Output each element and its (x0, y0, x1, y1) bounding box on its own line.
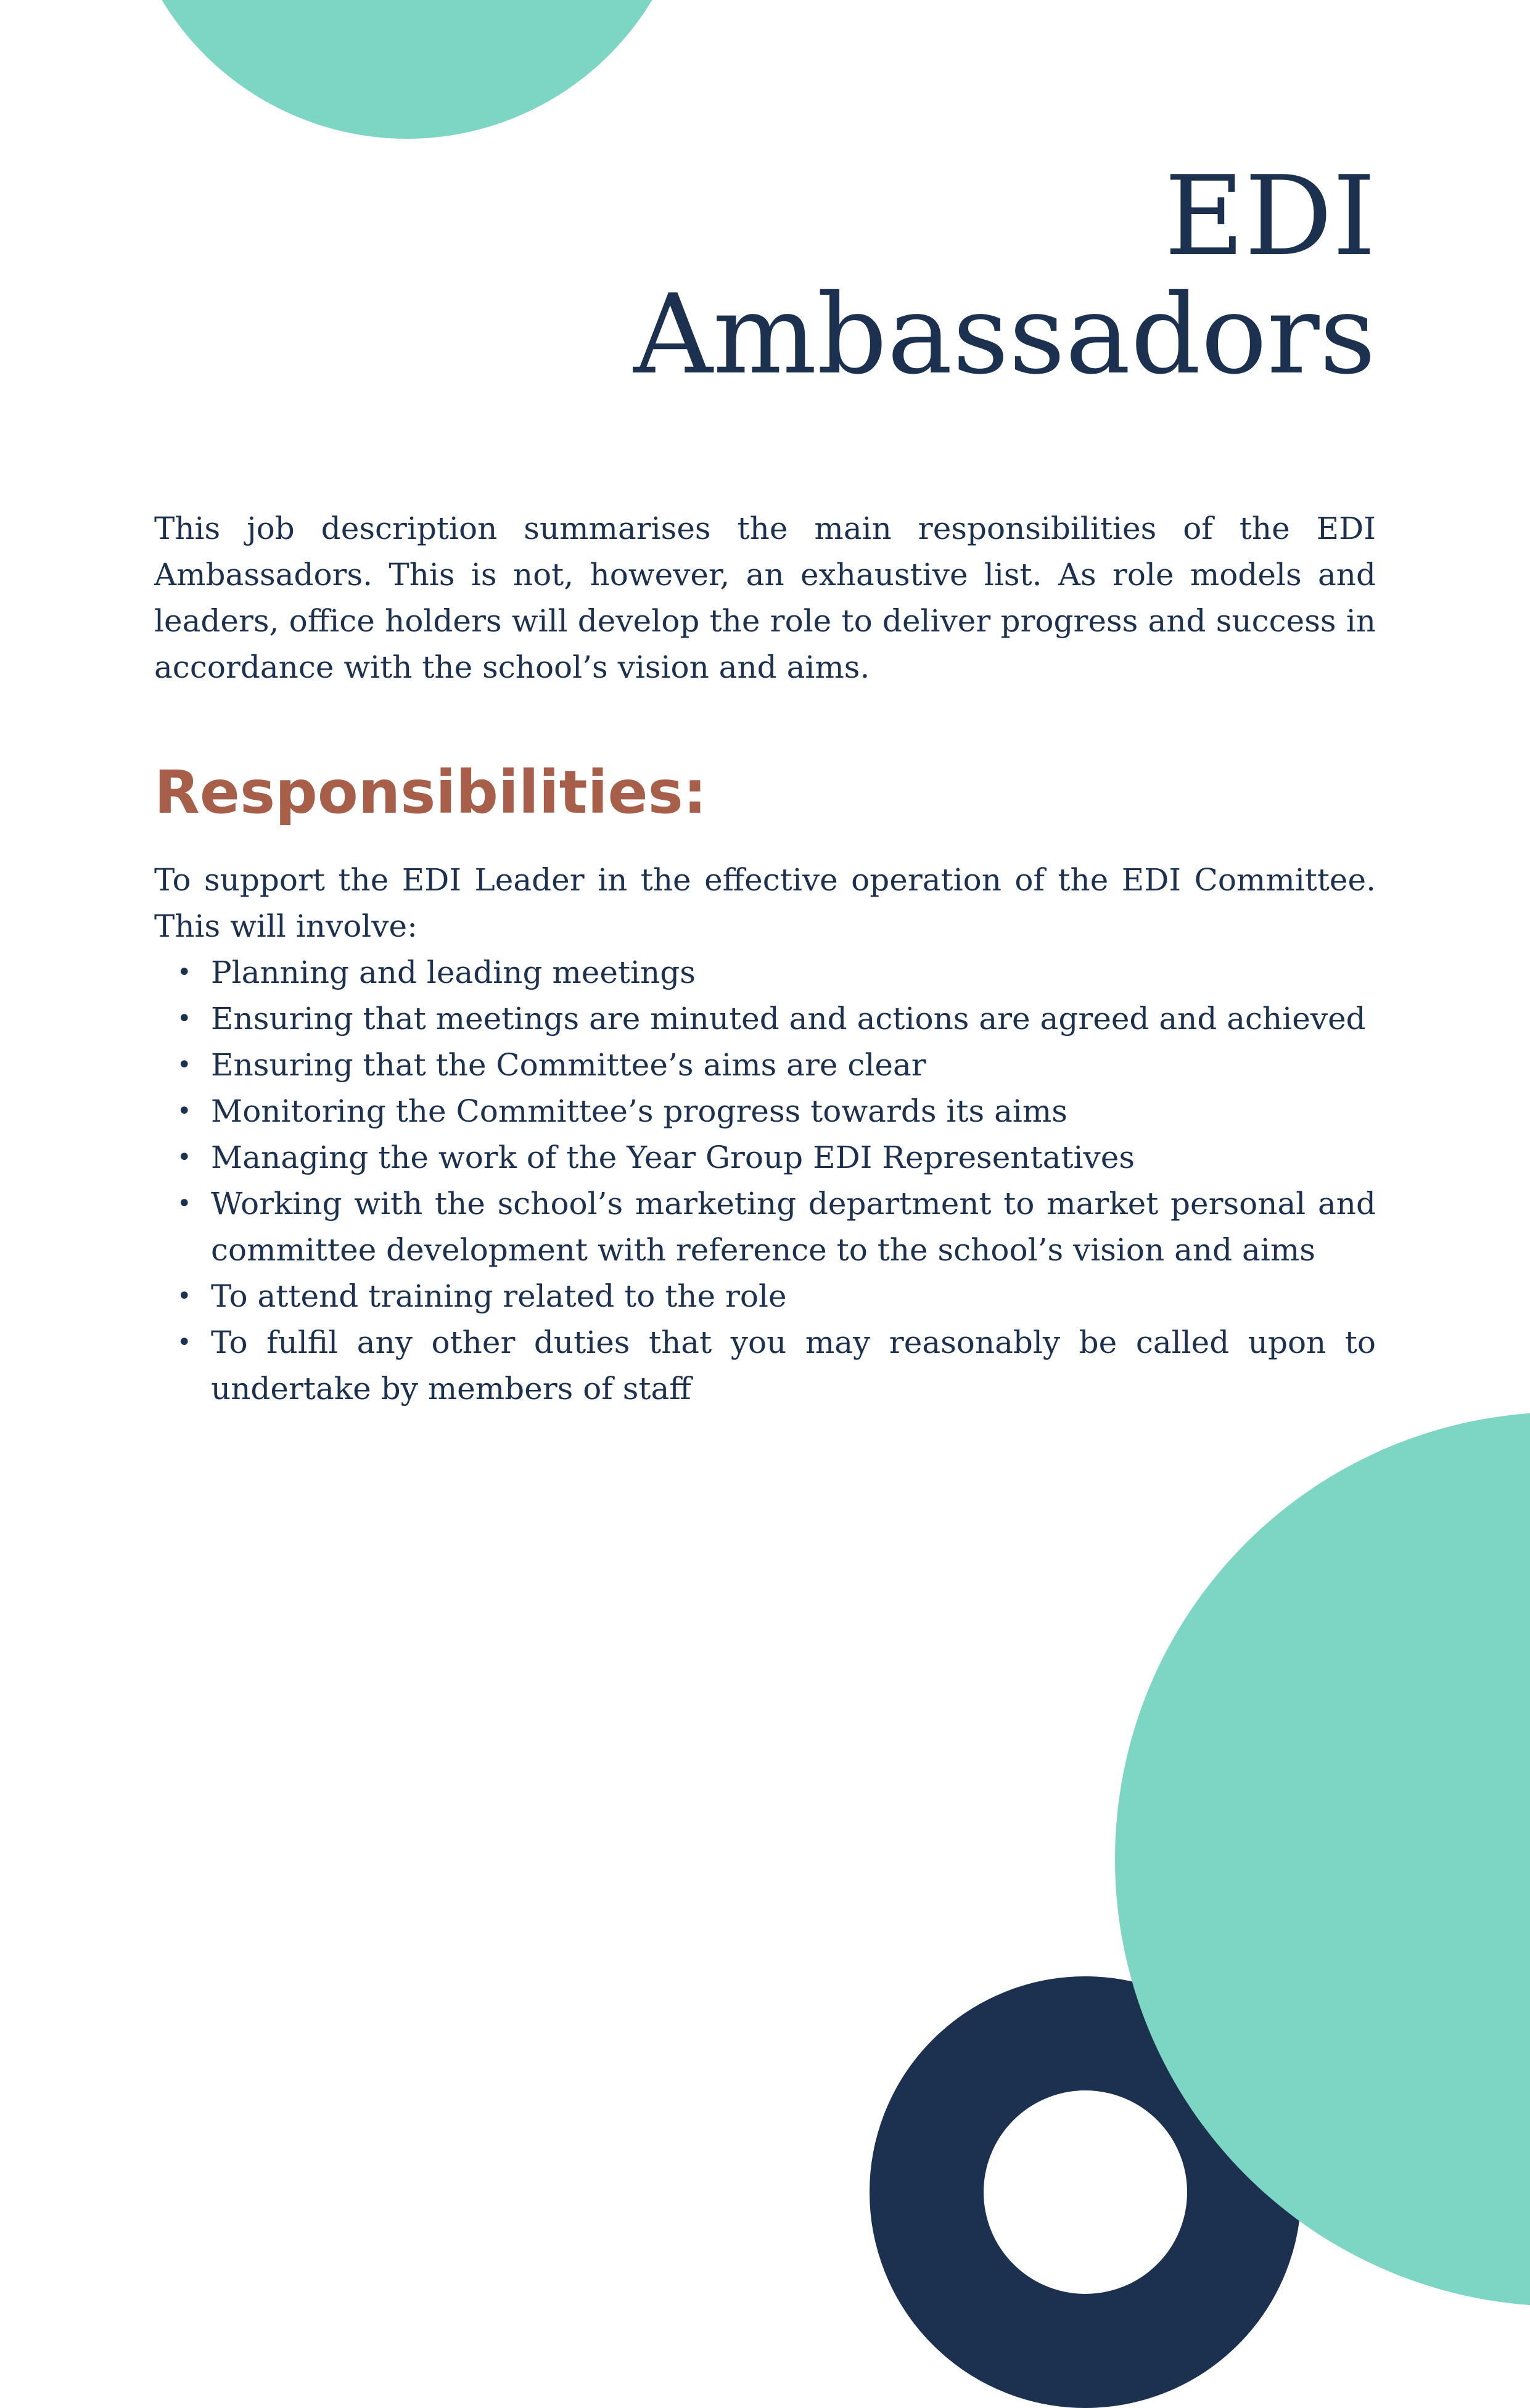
list-item-text: Ensuring that meetings are minuted and actions are agreed and achieved (211, 1001, 1366, 1037)
responsibilities-heading: Responsibilities: (154, 758, 707, 827)
responsibilities-lead: To support the EDI Leader in the effective operation of the EDI Committee. This will involve: (154, 862, 1376, 944)
bullet-icon: • (177, 958, 192, 987)
bullet-icon: • (177, 1190, 192, 1218)
list-item-text: To attend training related to the role (211, 1278, 787, 1314)
list-item-text: Managing the work of the Year Group EDI Representatives (211, 1140, 1135, 1175)
bullet-icon: • (177, 1097, 192, 1125)
decorative-teal-circle-top (120, 0, 694, 139)
list-item-text: Working with the school’s marketing department to market personal and committee development with reference to the school’s vision and aims (211, 1186, 1376, 1268)
list-item (177, 1273, 1376, 1320)
list-item-text: Planning and leading meetings (211, 955, 696, 990)
list-item-text: To fulfil any other duties that you may reasonably be called upon to undertake by members of staff (211, 1325, 1376, 1407)
list-item (177, 996, 1376, 1042)
list-item (177, 1181, 1376, 1273)
page-title (633, 152, 1376, 398)
list-item (177, 1135, 1376, 1181)
list-item-text: Monitoring the Committee’s progress towards its aims (211, 1093, 1067, 1129)
list-item (177, 950, 1376, 996)
document-body (154, 506, 1376, 1412)
list-item (177, 1042, 1376, 1088)
list-item-text: Ensuring that the Committee’s aims are clear (211, 1047, 926, 1083)
title-line-2: Ambassadors (633, 271, 1376, 398)
bullet-icon: • (177, 1143, 192, 1172)
bullet-icon: • (177, 1005, 192, 1033)
title-line-1: EDI (1164, 152, 1376, 280)
list-item (177, 1088, 1376, 1135)
bullet-icon: • (177, 1051, 192, 1079)
bullet-icon: • (177, 1328, 192, 1357)
intro-paragraph: This job description summarises the main responsibilities of the EDI Ambassadors. This is not, however, an exhaustive list. As role models and leaders, office holders will develop the role to deliver progress and success in accordance with the school’s vision and aims. (154, 511, 1376, 685)
bullet-icon: • (177, 1282, 192, 1310)
list-item (177, 1320, 1376, 1412)
responsibilities-list (154, 950, 1376, 1412)
